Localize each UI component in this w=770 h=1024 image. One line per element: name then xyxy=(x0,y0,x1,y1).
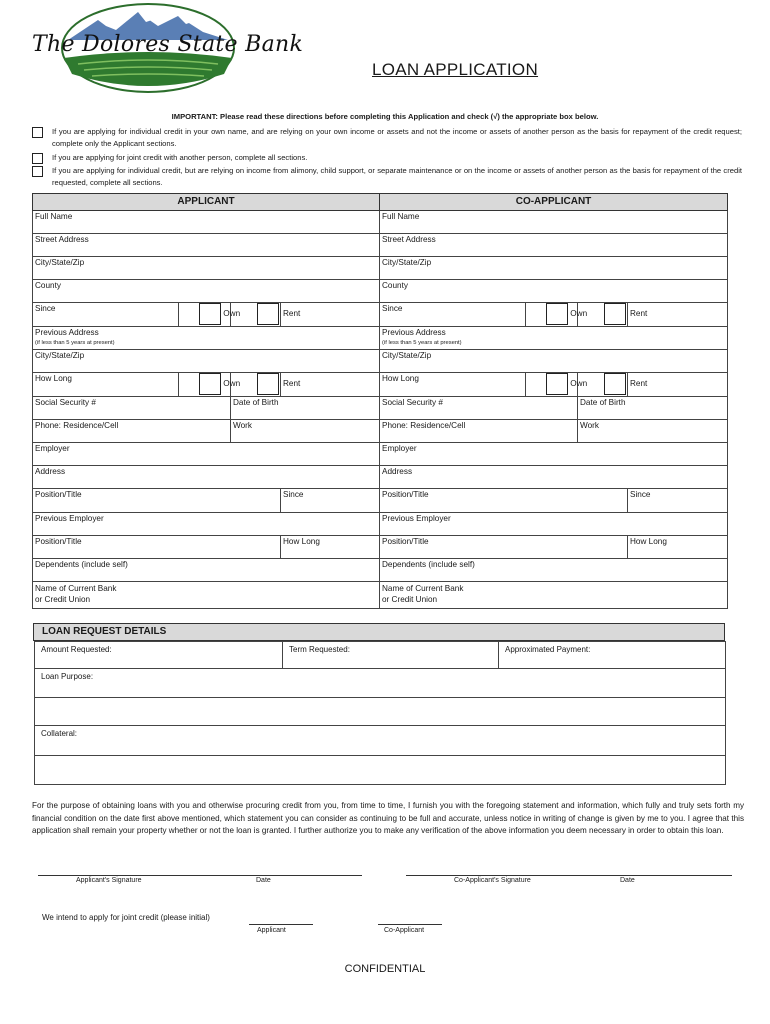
loan-request-heading: LOAN REQUEST DETAILS xyxy=(33,623,725,641)
dependents-label: Dependents (include self) xyxy=(35,560,128,569)
term-requested-label: Term Requested: xyxy=(289,645,350,654)
page-title: LOAN APPLICATION xyxy=(372,60,539,79)
bank-label-line2: or Credit Union xyxy=(35,595,91,604)
applicant-prev-city-state-zip-field[interactable] xyxy=(33,350,380,373)
county-label: County xyxy=(35,281,61,290)
co-previous-address-label: Previous Address xyxy=(382,328,446,337)
applicant-date-label: Date xyxy=(256,877,271,884)
coapplicant-county-field[interactable] xyxy=(380,280,728,303)
coapplicant-dob-field[interactable] xyxy=(578,397,728,420)
prev-city-state-zip-label: City/State/Zip xyxy=(35,351,85,360)
coapplicant-prev-own-checkbox[interactable] xyxy=(546,373,568,395)
coapplicant-how-long-field[interactable] xyxy=(380,373,526,397)
applicant-initial-label: Applicant xyxy=(257,927,286,934)
applicant-dob-field[interactable] xyxy=(231,397,380,420)
coapplicant-dependents-field[interactable] xyxy=(380,559,728,582)
approximated-payment-label: Approximated Payment: xyxy=(505,645,591,654)
co-previous-employer-label: Previous Employer xyxy=(382,514,451,523)
co-work-label: Work xyxy=(580,421,599,430)
coapplicant-signature-label: Co-Applicant's Signature xyxy=(454,877,531,884)
co-employed-since-label: Since xyxy=(630,490,651,499)
co-position-label: Position/Title xyxy=(382,490,429,499)
individual-credit-checkbox[interactable] xyxy=(32,127,43,138)
coapplicant-current-bank-field[interactable] xyxy=(380,582,728,609)
coapplicant-position-field[interactable] xyxy=(380,489,628,513)
own-label: Own xyxy=(223,309,241,318)
coapplicant-employed-since-field[interactable] xyxy=(628,489,728,513)
individual-credit-instruction: If you are applying for individual credit in your own name, and are relying on your own income or assets and not the income or assets of another person as the basis for repayment of the credit request; complete only the Applicant sections. xyxy=(52,127,742,148)
applicant-phone-field[interactable] xyxy=(33,420,231,443)
applicant-employer-field[interactable] xyxy=(33,443,380,466)
other-income-checkbox[interactable] xyxy=(32,166,43,177)
co-address-label: Address xyxy=(382,467,413,476)
how-long-label: How Long xyxy=(35,374,72,383)
applicant-section xyxy=(32,193,380,609)
applicant-since-field[interactable] xyxy=(33,303,179,327)
coapplicant-since-field[interactable] xyxy=(380,303,526,327)
collateral-field[interactable] xyxy=(35,726,726,756)
amount-requested-label: Amount Requested: xyxy=(41,645,112,654)
joint-credit-instruction: If you are applying for joint credit with another person, complete all sections. xyxy=(52,153,308,162)
prev-position-label: Position/Title xyxy=(35,537,82,546)
loan-request-section xyxy=(34,641,726,785)
coapplicant-prev-own-cell xyxy=(526,373,588,397)
co-previous-address-note: (if less than 5 years at present) xyxy=(382,340,462,346)
co-prev-rent-label: Rent xyxy=(630,379,648,388)
coapplicant-employer-field[interactable] xyxy=(380,443,728,466)
previous-address-label: Previous Address xyxy=(35,328,99,337)
applicant-dependents-field[interactable] xyxy=(33,559,380,582)
dob-label: Date of Birth xyxy=(233,398,279,407)
coapplicant-prev-city-state-zip-field[interactable] xyxy=(380,350,728,373)
bank-logo xyxy=(28,2,304,94)
applicant-previous-address-field[interactable] xyxy=(33,327,380,350)
applicant-county-field[interactable] xyxy=(33,280,380,303)
important-notice: IMPORTANT: Please read these directions before completing this Application and check (√) the appropriate box below. xyxy=(171,112,599,121)
coapplicant-prev-rent-checkbox[interactable] xyxy=(604,373,626,395)
co-ssn-label: Social Security # xyxy=(382,398,443,407)
prev-rent-label: Rent xyxy=(283,379,301,388)
applicant-previous-employer-field[interactable] xyxy=(33,513,380,536)
co-prev-city-state-zip-label: City/State/Zip xyxy=(382,351,432,360)
co-city-state-zip-label: City/State/Zip xyxy=(382,258,432,267)
position-label: Position/Title xyxy=(35,490,82,499)
applicant-prev-rent-cell xyxy=(281,373,380,397)
co-prev-position-label: Position/Title xyxy=(382,537,429,546)
applicant-signature-label: Applicant's Signature xyxy=(76,877,142,884)
co-prev-own-label: Own xyxy=(570,379,588,388)
collateral-line-2[interactable] xyxy=(35,756,726,785)
other-income-instruction: If you are applying for individual credit, but are relying on income from alimony, child support, or separate maintenance or on the income or assets of another person as the basis for repayment of the credit requested, complete all sections. xyxy=(52,166,742,187)
applicant-full-name-field[interactable] xyxy=(33,211,380,234)
co-dependents-label: Dependents (include self) xyxy=(382,560,475,569)
co-phone-label: Phone: Residence/Cell xyxy=(382,421,466,430)
co-dob-label: Date of Birth xyxy=(580,398,626,407)
loan-purpose-field[interactable] xyxy=(35,669,726,698)
since-label: Since xyxy=(35,304,56,313)
phone-label: Phone: Residence/Cell xyxy=(35,421,119,430)
applicant-employed-since-field[interactable] xyxy=(281,489,380,513)
term-requested-field[interactable] xyxy=(283,642,499,669)
applicant-employer-address-field[interactable] xyxy=(33,466,380,489)
full-name-label: Full Name xyxy=(35,212,73,221)
joint-credit-label: We intend to apply for joint credit (please initial) xyxy=(42,913,210,922)
coapplicant-prev-position-field[interactable] xyxy=(380,536,628,559)
coapplicant-prev-rent-cell xyxy=(628,373,728,397)
bank-name: The Dolores State Bank xyxy=(32,32,304,57)
applicant-own-checkbox[interactable] xyxy=(199,303,221,325)
coapplicant-ssn-field[interactable] xyxy=(380,397,578,420)
coapplicant-full-name-field[interactable] xyxy=(380,211,728,234)
employed-since-label: Since xyxy=(283,490,304,499)
applicant-prev-own-checkbox[interactable] xyxy=(199,373,221,395)
applicant-city-state-zip-field[interactable] xyxy=(33,257,380,280)
authorization-statement: For the purpose of obtaining loans with you and otherwise procuring credit from you, from time to time, I furnish you with the foregoing statement and information, which fully and truly sets forth my financial condition on the date first above mentioned, which statement you can consider as continuing to be full and accurate, unless notice in writing of change is given by me to you. I agree that this application shall remain your property whether or not the loan is granted. I further authorize you to make any verification of the above information you deem necessary in order to obtain this loan. xyxy=(32,801,744,835)
applicant-prev-rent-checkbox[interactable] xyxy=(257,373,279,395)
coapplicant-street-address-field[interactable] xyxy=(380,234,728,257)
loan-purpose-line-2[interactable] xyxy=(35,698,726,726)
applicant-prev-position-field[interactable] xyxy=(33,536,281,559)
approximated-payment-field[interactable] xyxy=(499,642,726,669)
applicant-prev-own-cell xyxy=(179,373,241,397)
applicant-position-field[interactable] xyxy=(33,489,281,513)
confidential-footer: CONFIDENTIAL xyxy=(344,963,426,975)
coapplicant-initial-line[interactable] xyxy=(378,924,442,925)
coapplicant-prev-how-long-field[interactable] xyxy=(628,536,728,559)
amount-requested-field[interactable] xyxy=(35,642,283,669)
applicant-how-long-field[interactable] xyxy=(33,373,179,397)
coapplicant-section xyxy=(379,193,728,609)
coapplicant-heading: CO-APPLICANT xyxy=(380,194,728,211)
co-how-long-label: How Long xyxy=(382,374,419,383)
applicant-initial-line[interactable] xyxy=(249,924,313,925)
coapplicant-date-label: Date xyxy=(620,877,635,884)
coapplicant-rent-checkbox[interactable] xyxy=(604,303,626,325)
applicant-heading: APPLICANT xyxy=(33,194,380,211)
prev-own-label: Own xyxy=(223,379,241,388)
co-own-label: Own xyxy=(570,309,588,318)
coapplicant-phone-field[interactable] xyxy=(380,420,578,443)
applicant-ssn-field[interactable] xyxy=(33,397,231,420)
bank-label-line1: Name of Current Bank xyxy=(35,584,117,593)
co-since-label: Since xyxy=(382,304,403,313)
employer-label: Employer xyxy=(35,444,70,453)
coapplicant-own-checkbox[interactable] xyxy=(546,303,568,325)
applicant-street-address-field[interactable] xyxy=(33,234,380,257)
joint-credit-checkbox[interactable] xyxy=(32,153,43,164)
co-prev-how-long-label: How Long xyxy=(630,537,667,546)
collateral-label: Collateral: xyxy=(41,729,78,738)
coapplicant-work-phone-field[interactable] xyxy=(578,420,728,443)
coapplicant-previous-address-field[interactable] xyxy=(380,327,728,350)
street-address-label: Street Address xyxy=(35,235,89,244)
previous-address-note: (if less than 5 years at present) xyxy=(35,340,115,346)
coapplicant-initial-label: Co-Applicant xyxy=(384,927,425,934)
coapplicant-signature-line[interactable] xyxy=(406,875,732,876)
coapplicant-city-state-zip-field[interactable] xyxy=(380,257,728,280)
coapplicant-own-cell xyxy=(526,303,588,327)
coapplicant-rent-cell xyxy=(628,303,728,327)
applicant-current-bank-field[interactable] xyxy=(33,582,380,609)
applicant-work-phone-field[interactable] xyxy=(231,420,380,443)
applicant-prev-how-long-field[interactable] xyxy=(281,536,380,559)
applicant-rent-cell xyxy=(281,303,380,327)
applicant-signature-line[interactable] xyxy=(38,875,362,876)
applicant-rent-checkbox[interactable] xyxy=(257,303,279,325)
co-bank-label-line2: or Credit Union xyxy=(382,595,438,604)
city-state-zip-label: City/State/Zip xyxy=(35,258,85,267)
applicant-own-cell xyxy=(179,303,241,327)
co-employer-label: Employer xyxy=(382,444,417,453)
work-label: Work xyxy=(233,421,252,430)
co-county-label: County xyxy=(382,281,408,290)
previous-employer-label: Previous Employer xyxy=(35,514,104,523)
co-bank-label-line1: Name of Current Bank xyxy=(382,584,464,593)
co-rent-label: Rent xyxy=(630,309,648,318)
coapplicant-employer-address-field[interactable] xyxy=(380,466,728,489)
address-label: Address xyxy=(35,467,66,476)
prev-how-long-label: How Long xyxy=(283,537,320,546)
rent-label: Rent xyxy=(283,309,301,318)
co-street-address-label: Street Address xyxy=(382,235,436,244)
coapplicant-previous-employer-field[interactable] xyxy=(380,513,728,536)
co-full-name-label: Full Name xyxy=(382,212,420,221)
loan-purpose-label: Loan Purpose: xyxy=(41,672,94,681)
ssn-label: Social Security # xyxy=(35,398,96,407)
